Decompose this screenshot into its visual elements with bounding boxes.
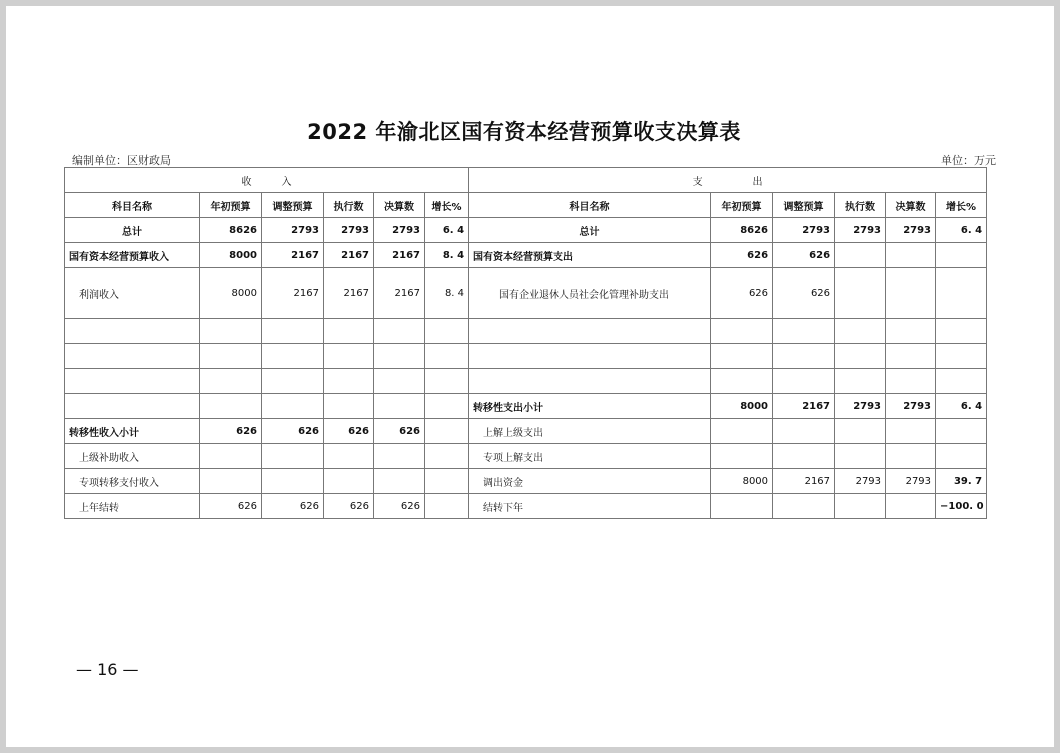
table-row [65,469,987,494]
table-cell: 国有企业退休人员社会化管理补助支出 [469,268,711,319]
table-cell [886,369,936,394]
col-name-expense: 科目名称 [469,193,711,218]
table-cell [835,268,886,319]
table-cell: 626 [200,494,262,519]
table-cell: 2793 [324,218,374,243]
table-row [65,344,987,369]
table-cell: 2793 [886,218,936,243]
table-cell [936,444,987,469]
section-header-row [65,168,987,193]
table-cell [262,344,324,369]
table-cell [324,444,374,469]
table-cell: 6. 4 [936,218,987,243]
table-cell [200,319,262,344]
table-cell: 8626 [711,218,773,243]
table-cell: 8000 [711,469,773,494]
table-cell [324,469,374,494]
table-cell [835,419,886,444]
table-cell [886,268,936,319]
table-cell [324,344,374,369]
table-cell [773,369,835,394]
table-cell: 转移性支出小计 [469,394,711,419]
table-cell [374,444,425,469]
table-cell: 2793 [773,218,835,243]
table-row [65,319,987,344]
table-cell: 专项转移支付收入 [65,469,200,494]
col-adjusted-income: 调整预算 [262,193,324,218]
table-cell: 2793 [835,218,886,243]
table-cell [374,344,425,369]
col-initial-income: 年初预算 [200,193,262,218]
table-cell: 上级补助收入 [65,444,200,469]
table-cell [425,394,469,419]
table-cell: 626 [262,419,324,444]
table-cell [886,494,936,519]
table-cell: 6. 4 [425,218,469,243]
table-cell: 2167 [374,268,425,319]
table-cell: 626 [711,243,773,268]
table-cell: 2793 [835,469,886,494]
col-adjusted-expense: 调整预算 [773,193,835,218]
table-cell: 2167 [773,394,835,419]
table-row [65,218,987,243]
table-cell: 2167 [773,469,835,494]
table-cell [262,444,324,469]
col-growth-expense: 增长% [936,193,987,218]
table-cell [374,394,425,419]
table-row [65,369,987,394]
table-cell: 2793 [262,218,324,243]
table-cell [469,344,711,369]
table-cell [65,394,200,419]
table-cell [469,319,711,344]
table-cell: 2793 [374,218,425,243]
table-cell [425,469,469,494]
table-cell: 626 [773,268,835,319]
table-cell [374,369,425,394]
table-cell [262,469,324,494]
table-cell: 626 [324,494,374,519]
table-cell [711,319,773,344]
table-cell [773,344,835,369]
table-cell [425,369,469,394]
table-cell: 6. 4 [936,394,987,419]
table-cell [65,344,200,369]
table-row [65,243,987,268]
table-cell [711,369,773,394]
table-cell [886,444,936,469]
table-row [65,494,987,519]
table-cell: 2793 [835,394,886,419]
table-cell: 8000 [200,268,262,319]
table-cell [65,369,200,394]
table-cell: 8626 [200,218,262,243]
table-cell: 8000 [711,394,773,419]
table-row [65,419,987,444]
table-cell: 结转下年 [469,494,711,519]
table-cell [200,444,262,469]
table-cell [711,444,773,469]
budget-table [64,167,987,519]
table-cell [936,344,987,369]
page-number: — 16 — [76,660,139,679]
table-cell: 626 [374,419,425,444]
table-cell: 8. 4 [425,243,469,268]
table-cell [773,319,835,344]
table-cell [711,344,773,369]
table-row [65,444,987,469]
table-cell: 8000 [200,243,262,268]
expense-header: 支 出 [469,168,987,193]
table-cell: 626 [324,419,374,444]
table-row [65,268,987,319]
table-cell [262,319,324,344]
table-cell: 国有资本经营预算支出 [469,243,711,268]
table-cell [262,369,324,394]
table-cell: 上解上级支出 [469,419,711,444]
table-cell [200,344,262,369]
table-cell [324,394,374,419]
table-cell [425,494,469,519]
table-cell [835,344,886,369]
table-cell [936,243,987,268]
col-final-income: 决算数 [374,193,425,218]
col-name-income: 科目名称 [65,193,200,218]
table-cell [835,494,886,519]
table-cell: 626 [374,494,425,519]
table-cell: 上年结转 [65,494,200,519]
table-cell [374,469,425,494]
table-cell [936,319,987,344]
table-cell [324,319,374,344]
column-header-row [65,193,987,218]
table-cell [200,394,262,419]
table-cell: 2793 [886,394,936,419]
table-cell [835,369,886,394]
col-executed-income: 执行数 [324,193,374,218]
table-cell: 2167 [262,243,324,268]
table-cell [711,494,773,519]
table-cell [469,369,711,394]
table-cell: 调出资金 [469,469,711,494]
table-cell: 转移性收入小计 [65,419,200,444]
table-cell [374,319,425,344]
table-cell: 626 [711,268,773,319]
income-header: 收 入 [65,168,469,193]
table-cell [936,268,987,319]
table-cell [773,494,835,519]
table-cell: 国有资本经营预算收入 [65,243,200,268]
table-cell [886,419,936,444]
table-cell [773,444,835,469]
table-cell: 626 [200,419,262,444]
col-final-expense: 决算数 [886,193,936,218]
table-cell [425,444,469,469]
table-cell: −100. 0 [936,494,987,519]
compiler-label: 编制单位：区财政局 [72,154,171,167]
table-cell: 2167 [324,243,374,268]
table-cell: 2167 [262,268,324,319]
table-cell: 总计 [65,218,200,243]
col-growth-income: 增长% [425,193,469,218]
table-cell: 2167 [374,243,425,268]
table-cell [324,369,374,394]
table-cell [886,243,936,268]
col-executed-expense: 执行数 [835,193,886,218]
table-cell: 专项上解支出 [469,444,711,469]
table-cell: 626 [262,494,324,519]
table-cell: 利润收入 [65,268,200,319]
table-cell [773,419,835,444]
unit-label: 单位：万元 [941,154,996,167]
table-cell [835,444,886,469]
table-cell: 2793 [886,469,936,494]
table-cell [200,369,262,394]
col-initial-expense: 年初预算 [711,193,773,218]
table-cell: 626 [773,243,835,268]
table-cell [886,319,936,344]
table-cell [711,419,773,444]
table-cell [425,344,469,369]
table-cell [835,319,886,344]
table-cell: 39. 7 [936,469,987,494]
table-cell [425,419,469,444]
table-cell: 总计 [469,218,711,243]
table-cell [65,319,200,344]
table-cell [262,394,324,419]
table-cell: 2167 [324,268,374,319]
table-cell [425,319,469,344]
page-title: 2022 年渝北区国有资本经营预算收支决算表 [307,120,741,144]
table-cell [936,419,987,444]
table-cell [200,469,262,494]
table-cell [936,369,987,394]
table-row [65,394,987,419]
table-cell [886,344,936,369]
table-cell [835,243,886,268]
table-cell: 8. 4 [425,268,469,319]
